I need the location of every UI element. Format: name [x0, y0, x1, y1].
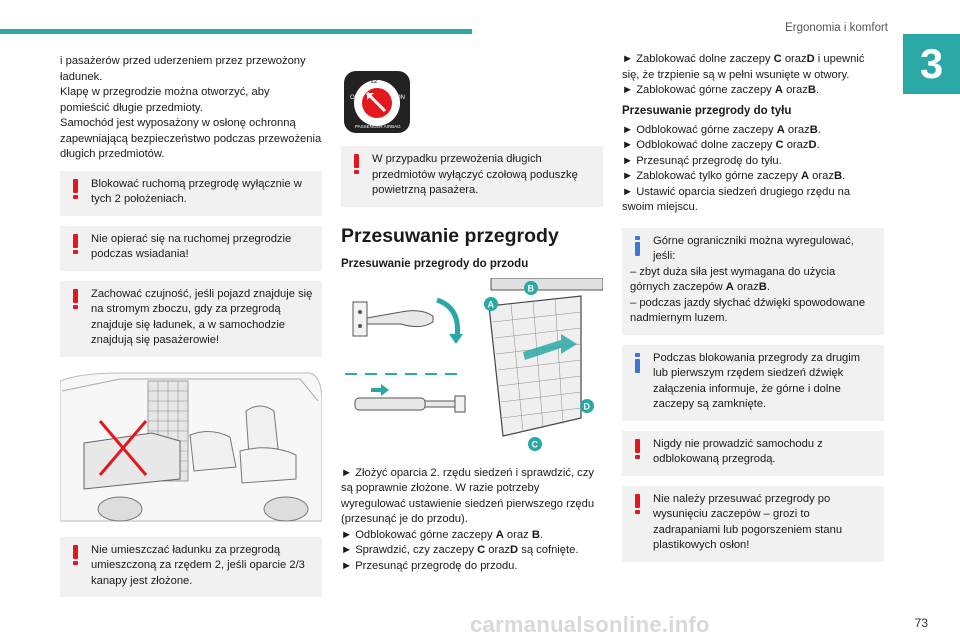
warning-icon: [73, 545, 78, 565]
intro-paragraph-3: Samochód jest wyposażony w osłonę ochronną zapewniającą bezpieczeństwo podczas przewożenia długich przedmiotów.: [60, 117, 322, 160]
step-item: ► Przesunąć przegrodę do przodu.: [341, 559, 518, 572]
warning-text: Blokować ruchomą przegrodę wyłącznie w tych 2 położeniach.: [91, 177, 302, 205]
airbag-on-label: ON: [396, 95, 405, 101]
subsection-heading: Przesuwanie przegrody do przodu: [341, 257, 529, 270]
page-number: 73: [914, 616, 928, 630]
step-item: ► Ustawić oparcia siedzeń drugiego rzędu na swoim miejscu.: [622, 185, 851, 213]
warning-text: W przypadku przewożenia długich przedmiotów wyłączyć czołową poduszkę powietrzną pasażera.: [372, 153, 578, 196]
section-title: Ergonomia i komfort: [785, 22, 888, 34]
warning-box: [622, 486, 884, 562]
info-dash-item: – zbyt duża siła jest wymagana do użycia górnych zaczepów A orazB.: [630, 265, 836, 293]
warning-icon: [635, 439, 640, 459]
van-interior-illustration: [60, 371, 322, 523]
info-box: [622, 228, 884, 335]
warning-box: [60, 171, 322, 216]
warning-box: [341, 146, 603, 207]
info-icon: [635, 353, 640, 373]
section-heading: Przesuwanie przegrody: [341, 224, 559, 247]
step-item: ► Zablokować dolne zaczepy C orazD i upewnić się, że trzpienie są w pełni wsunięte w otwory.: [622, 53, 865, 81]
warning-icon: [73, 179, 78, 199]
warning-text: Nie umieszczać ładunku za przegrodą umieszczoną za rzędem 2, jeśli oparcie 2/3 kanapy jest złożone.: [91, 543, 305, 587]
warning-icon: [73, 234, 78, 254]
warning-icon: [354, 154, 359, 174]
column-2: [341, 54, 603, 574]
info-icon: [635, 236, 640, 256]
warning-icon: [73, 289, 78, 309]
info-lead: Górne ograniczniki można wyregulować, jeśli:: [653, 234, 854, 262]
column-3: [622, 52, 884, 572]
step-item: ► Sprawdzić, czy zaczepy C orazD są cofnięte.: [341, 544, 579, 556]
warning-box: [60, 226, 322, 271]
label-b: B: [527, 283, 534, 293]
info-dash-item: – podczas jazdy słychać dźwięki spowodowane nadmiernym luzem.: [630, 296, 866, 324]
step-item: ► Zablokować tylko górne zaczepy A orazB.: [622, 170, 846, 182]
step-item: ► Złożyć oparcia 2. rzędu siedzeń i sprawdzić, czy są poprawnie złożone. W razie potrzeby wyregulować ustawienie siedzeń pierwszego rzędu (przesunąć je do przodu).: [341, 466, 595, 525]
info-box: [622, 345, 884, 421]
warning-text: Nie należy przesuwać przegrody po wysunięciu zaczepów – grozi to zadrapaniami lub pogorszeniem stanu plastikowych osłon!: [653, 492, 843, 551]
warning-text: Nie opierać się na ruchomej przegrodzie podczas wsiadania!: [91, 232, 292, 260]
warning-box: [60, 537, 322, 598]
step-item: ► Przesunąć przegrodę do tyłu.: [622, 154, 782, 167]
chapter-number: 3: [903, 34, 960, 94]
intro-paragraph-2: Klapę w przegrodzie można otworzyć, aby pomieścić długie przedmioty.: [60, 86, 270, 114]
label-a: A: [487, 299, 494, 309]
column-1: [60, 54, 322, 607]
step-item: ► Odblokować dolne zaczepy C orazD.: [622, 139, 820, 151]
header-accent-bar: [0, 29, 472, 34]
forward-steps: [341, 466, 603, 575]
intro-paragraph-1: i pasażerów przed uderzeniem przez przewożony ładunek.: [60, 55, 306, 83]
subsection-heading: Przesuwanie przegrody do tyłu: [622, 104, 792, 117]
warning-box: [60, 281, 322, 357]
watermark: carmanualsonline.info: [470, 612, 710, 637]
passenger-airbag-icon: [343, 70, 411, 134]
info-text: Podczas blokowania przegrody za drugim lub pierwszym rzędem siedzeń dźwięk załączenia informuje, że górne i dolne zaczepy są zamknięte.: [653, 351, 861, 410]
label-c: C: [531, 439, 538, 449]
airbag-off-label: OFF: [350, 95, 362, 101]
label-d: D: [583, 401, 590, 411]
step-item: ► Zablokować górne zaczepy A orazB.: [622, 84, 820, 96]
step-item: ► Odblokować górne zaczepy A oraz B.: [341, 528, 544, 541]
warning-icon: [635, 494, 640, 514]
warning-text: Zachować czujność, jeśli pojazd znajduje się na stromym zboczu, gdy za przegrodą znajduje się ładunek, a w samochodzie znajdują się pasażerowie!: [91, 287, 313, 346]
airbag-ring-label: PASSENGER AIRBAG: [355, 124, 401, 129]
warning-box: [622, 431, 884, 476]
warning-text: Nigdy nie prowadzić samochodu z odblokowaną przegrodą.: [653, 437, 823, 465]
partition-mechanism-illustration: [341, 278, 603, 456]
airbag-digits: 12: [370, 78, 378, 85]
step-item: ► Odblokować górne zaczepy A orazB.: [622, 123, 821, 136]
